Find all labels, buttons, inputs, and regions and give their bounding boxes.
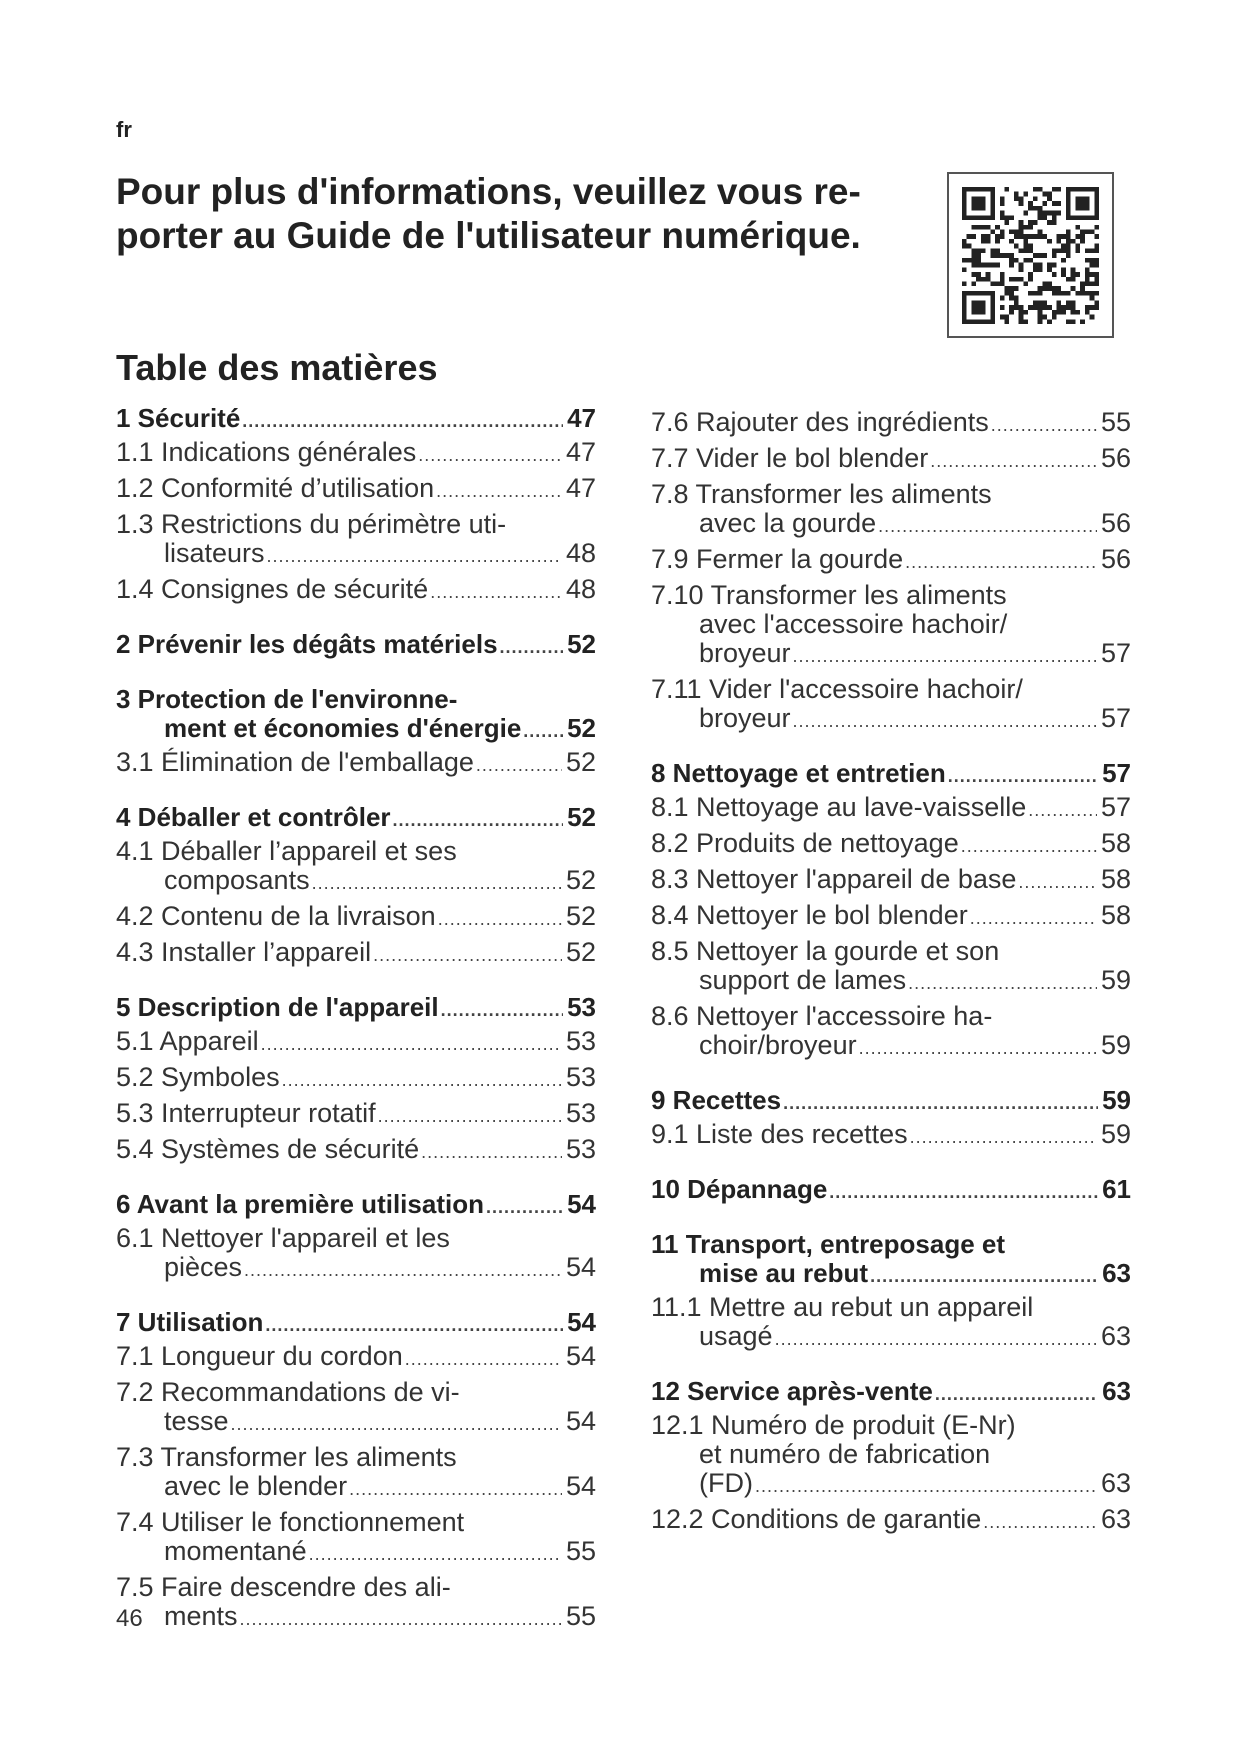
toc-entry-title: (FD): [699, 1468, 753, 1498]
toc-chapter-entry[interactable]: [651, 1230, 1131, 1291]
toc-dot-leader: [476, 751, 562, 780]
toc-section-entry[interactable]: [651, 901, 1131, 933]
toc-entry-line: [116, 404, 596, 436]
toc-entry-title: 1.3 Restrictions du périmètre uti-: [116, 509, 507, 539]
toc-dot-leader: [775, 1325, 1097, 1354]
toc-entry-line: [651, 545, 1131, 577]
toc-section-entry[interactable]: [116, 1342, 596, 1374]
toc-page-number: 47: [565, 473, 596, 503]
toc-entry-title: composants: [164, 865, 310, 895]
toc-dot-leader: [441, 996, 563, 1025]
toc-chapter-entry[interactable]: [116, 993, 596, 1025]
toc-page-number: 54: [565, 1471, 596, 1501]
toc-entry-line: [116, 1253, 596, 1285]
toc-dot-leader: [373, 941, 562, 970]
toc-page-number: 57: [1102, 758, 1131, 788]
toc-entry-title: usagé: [699, 1321, 773, 1351]
toc-entry-line: [116, 1063, 596, 1095]
toc-chapter-entry[interactable]: [116, 1190, 596, 1222]
toc-entry-line: [651, 1120, 1131, 1152]
toc-entry-line: [116, 1342, 596, 1374]
toc-entry-title: 8.1 Nettoyage au lave-vaisselle: [651, 792, 1027, 822]
toc-entry-line: [116, 902, 596, 934]
qr-code-modules: [962, 187, 1099, 324]
toc-section-entry[interactable]: [651, 545, 1131, 577]
toc-page-number: 63: [1100, 1468, 1131, 1498]
toc-entry-line: [651, 1175, 1131, 1207]
toc-section-entry[interactable]: [651, 1293, 1131, 1354]
toc-entry-title: 1.4 Consignes de sécurité: [116, 574, 429, 604]
toc-section-entry[interactable]: [116, 902, 596, 934]
toc-entry-line: [116, 1135, 596, 1167]
toc-entry-title: 4.1 Déballer l’appareil et ses: [116, 836, 457, 866]
toc-section-entry[interactable]: [651, 1505, 1131, 1537]
toc-section-entry[interactable]: [116, 1099, 596, 1131]
toc-chapter-entry[interactable]: [116, 803, 596, 835]
toc-entry-title: 3 Protection de l'environne-: [116, 684, 458, 714]
toc-section-entry[interactable]: [116, 1224, 596, 1285]
toc-dot-leader: [231, 1410, 562, 1439]
toc-section-entry[interactable]: [116, 1443, 596, 1504]
toc-entry-line: [116, 1378, 596, 1407]
toc-entry-title: tesse: [164, 1406, 229, 1436]
toc-entry-line: [116, 837, 596, 866]
toc-entry-title: 9 Recettes: [651, 1085, 782, 1115]
toc-entry-title: 12 Service après-vente: [651, 1376, 933, 1406]
toc-section-entry[interactable]: [651, 408, 1131, 440]
toc-section-entry[interactable]: [116, 575, 596, 607]
toc-section-entry[interactable]: [116, 1378, 596, 1439]
toc-page-number: 56: [1100, 544, 1131, 574]
toc-section-entry[interactable]: [651, 793, 1131, 825]
toc-dot-leader: [312, 869, 562, 898]
toc-entry-title: 7.4 Utiliser le fonctionnement: [116, 1507, 465, 1537]
toc-entry-title: 5 Description de l'appareil: [116, 992, 439, 1022]
toc-entry-title: 4 Déballer et contrôler: [116, 802, 391, 832]
toc-entry-line: [116, 993, 596, 1025]
toc-section-entry[interactable]: [651, 480, 1131, 541]
toc-section-entry[interactable]: [651, 865, 1131, 897]
toc-section-entry[interactable]: [651, 1002, 1131, 1063]
toc-entry-line: [651, 581, 1131, 610]
toc-entry-title: 7.11 Vider l'accessoire hachoir/: [651, 674, 1023, 704]
toc-entry-title: avec l'accessoire hachoir/: [699, 609, 1008, 639]
toc-chapter-entry[interactable]: [651, 1086, 1131, 1118]
toc-page-number: 59: [1102, 1085, 1131, 1115]
toc-section-entry[interactable]: [116, 438, 596, 470]
toc-chapter-entry[interactable]: [651, 1377, 1131, 1409]
toc-entry-line: [116, 803, 596, 835]
toc-page-number: 53: [565, 1134, 596, 1164]
toc-entry-line: [116, 1508, 596, 1537]
toc-dot-leader: [793, 707, 1097, 736]
toc-entry-title: 7.6 Rajouter des ingrédients: [651, 407, 989, 437]
toc-entry-line: [651, 704, 1131, 736]
toc-entry-title: 7.3 Transformer les aliments: [116, 1442, 457, 1472]
toc-dot-leader: [755, 1472, 1097, 1501]
toc-entry-title: 4.3 Installer l’appareil: [116, 937, 372, 967]
toc-dot-leader: [486, 1193, 563, 1222]
toc-entry-line: [651, 444, 1131, 476]
toc-chapter-entry[interactable]: [116, 630, 596, 662]
toc-dot-leader: [430, 578, 562, 607]
toc-entry-title: pièces: [164, 1252, 243, 1282]
toc-dot-leader: [991, 411, 1097, 440]
toc-dot-leader: [261, 1030, 562, 1059]
toc-entry-line: [651, 675, 1131, 704]
toc-dot-leader: [418, 441, 562, 470]
toc-entry-line: [651, 408, 1131, 440]
toc-entry-line: [116, 748, 596, 780]
toc-dot-leader: [829, 1178, 1098, 1207]
toc-entry-title: 5.1 Appareil: [116, 1026, 259, 1056]
toc-entry-title: avec la gourde: [699, 508, 877, 538]
toc-dot-leader: [961, 832, 1097, 861]
toc-entry-title: 6 Avant la première utilisation: [116, 1189, 484, 1219]
toc-section-entry[interactable]: [116, 1508, 596, 1569]
toc-chapter-entry[interactable]: [116, 404, 596, 436]
headline-line-1: Pour plus d'informations, veuillez vous re-: [116, 171, 861, 212]
toc-entry-line: [651, 639, 1131, 671]
toc-section-entry[interactable]: [116, 748, 596, 780]
toc-page-number: 52: [565, 865, 596, 895]
toc-entry-line: [651, 1259, 1131, 1291]
qr-code: [947, 172, 1114, 338]
toc-entry-line: [651, 1411, 1131, 1440]
toc-page-number: 58: [1100, 864, 1131, 894]
toc-dot-leader: [859, 1034, 1097, 1063]
toc-entry-title: 7.7 Vider le bol blender: [651, 443, 929, 473]
toc-dot-leader: [983, 1508, 1097, 1537]
toc-chapter-entry[interactable]: [651, 1175, 1131, 1207]
toc-page-number: 59: [1100, 1119, 1131, 1149]
toc-entry-line: [651, 829, 1131, 861]
toc-entry-line: [116, 1027, 596, 1059]
toc-page-number: 56: [1100, 508, 1131, 538]
toc-section-entry[interactable]: [116, 474, 596, 506]
toc-entry-line: [651, 1469, 1131, 1501]
digital-guide-headline: [116, 170, 916, 258]
toc-entry-title: 3.1 Élimination de l'emballage: [116, 747, 474, 777]
toc-entry-line: [651, 1002, 1131, 1031]
toc-dot-leader: [908, 969, 1097, 998]
toc-dot-leader: [438, 905, 562, 934]
toc-dot-leader: [244, 1256, 562, 1285]
toc-page-number: 52: [567, 802, 596, 832]
toc-page-number: 52: [567, 713, 596, 743]
toc-page-number: 52: [565, 901, 596, 931]
toc-page-number: 59: [1100, 1030, 1131, 1060]
toc-page-number: 54: [565, 1252, 596, 1282]
toc-entry-line: [651, 759, 1131, 791]
toc-entry-title: 6.1 Nettoyer l'appareil et les: [116, 1223, 450, 1253]
toc-entry-line: [116, 685, 596, 714]
toc-entry-title: 12.2 Conditions de garantie: [651, 1504, 982, 1534]
toc-chapter-entry[interactable]: [116, 685, 596, 746]
toc-dot-leader: [905, 548, 1097, 577]
toc-dot-leader: [930, 447, 1097, 476]
toc-page-number: 57: [1100, 792, 1131, 822]
toc-page-number: 59: [1100, 965, 1131, 995]
toc-dot-leader: [878, 512, 1097, 541]
toc-entry-title: mise au rebut: [699, 1258, 869, 1288]
toc-entry-line: [116, 1407, 596, 1439]
toc-page-number: 53: [567, 992, 596, 1022]
headline-line-2: porter au Guide de l'utilisateur numérique.: [116, 215, 861, 256]
toc-page-number: 58: [1100, 828, 1131, 858]
toc-entry-line: [116, 1537, 596, 1569]
toc-entry-line: [651, 1322, 1131, 1354]
toc-section-entry[interactable]: [651, 444, 1131, 476]
toc-entry-line: [651, 937, 1131, 966]
qr-code-icon: [962, 187, 1099, 324]
toc-entry-line: [651, 1086, 1131, 1118]
toc-dot-leader: [948, 762, 1098, 791]
toc-dot-leader: [1028, 796, 1097, 825]
toc-left-column: [116, 404, 596, 1634]
toc-entry-title: 8.6 Nettoyer l'accessoire ha-: [651, 1001, 993, 1031]
toc-entry-line: [651, 1293, 1131, 1322]
toc-section-entry[interactable]: [116, 1135, 596, 1167]
toc-entry-title: 11 Transport, entreposage et: [651, 1229, 1006, 1259]
toc-entry-line: [116, 866, 596, 898]
toc-entry-title: 11.1 Mettre au rebut un appareil: [651, 1292, 1034, 1322]
toc-entry-line: [116, 1099, 596, 1131]
toc-page-number: 63: [1100, 1504, 1131, 1534]
toc-page-number: 57: [1100, 638, 1131, 668]
toc-page-number: 58: [1100, 900, 1131, 930]
toc-dot-leader: [910, 1123, 1097, 1152]
toc-dot-leader: [436, 477, 562, 506]
toc-section-entry[interactable]: [651, 829, 1131, 861]
toc-page-number: 56: [1100, 443, 1131, 473]
toc-page-number: 54: [565, 1341, 596, 1371]
toc-entry-title: broyeur: [699, 703, 791, 733]
toc-entry-line: [116, 938, 596, 970]
toc-dot-leader: [378, 1102, 562, 1131]
toc-entry-title: 8.3 Nettoyer l'appareil de base: [651, 864, 1017, 894]
toc-section-entry[interactable]: [116, 1027, 596, 1059]
toc-entry-title: 1 Sécurité: [116, 403, 241, 433]
toc-entry-line: [651, 480, 1131, 509]
toc-entry-title: 8.5 Nettoyer la gourde et son: [651, 936, 1000, 966]
toc-page-number: 54: [565, 1406, 596, 1436]
toc-section-entry[interactable]: [651, 675, 1131, 736]
toc-dot-leader: [793, 642, 1097, 671]
toc-entry-line: [116, 474, 596, 506]
toc-entry-line: [116, 1573, 596, 1602]
toc-entry-title: 8.2 Produits de nettoyage: [651, 828, 959, 858]
toc-page-number: 55: [565, 1536, 596, 1566]
toc-page-number: 47: [567, 403, 596, 433]
toc-entry-title: 8 Nettoyage et entretien: [651, 758, 946, 788]
toc-entry-line: [116, 1308, 596, 1340]
toc-entry-title: 7.5 Faire descendre des ali-: [116, 1572, 451, 1602]
toc-entry-title: 1.1 Indications générales: [116, 437, 417, 467]
language-label: fr: [116, 117, 132, 142]
toc-entry-title: 10 Dépannage: [651, 1174, 828, 1204]
toc-page-number: 63: [1102, 1258, 1131, 1288]
toc-entry-line: [116, 510, 596, 539]
toc-entry-title: 5.4 Systèmes de sécurité: [116, 1134, 420, 1164]
toc-entry-line: [116, 539, 596, 571]
toc-right-column: [651, 404, 1131, 1537]
toc-entry-line: [651, 1031, 1131, 1063]
toc-entry-line: [651, 901, 1131, 933]
toc-entry-line: [651, 610, 1131, 639]
toc-section-entry[interactable]: [116, 1063, 596, 1095]
toc-dot-leader: [500, 633, 564, 662]
toc-dot-leader: [265, 1311, 563, 1340]
toc-dot-leader: [405, 1345, 562, 1374]
toc-entry-title: choir/broyeur: [699, 1030, 857, 1060]
toc-page-number: 61: [1102, 1174, 1131, 1204]
toc-entry-line: [651, 1377, 1131, 1409]
toc-dot-leader: [1018, 868, 1097, 897]
toc-dot-leader: [282, 1066, 562, 1095]
toc-entry-line: [116, 575, 596, 607]
toc-entry-line: [116, 438, 596, 470]
toc-section-entry[interactable]: [116, 837, 596, 898]
toc-dot-leader: [267, 542, 562, 571]
toc-section-entry[interactable]: [116, 510, 596, 571]
toc-page-number: 53: [565, 1098, 596, 1128]
toc-dot-leader: [240, 1605, 562, 1634]
toc-entry-line: [116, 714, 596, 746]
toc-entry-line: [116, 1472, 596, 1504]
toc-entry-line: [651, 1505, 1131, 1537]
toc-entry-line: [651, 865, 1131, 897]
toc-chapter-entry[interactable]: [116, 1308, 596, 1340]
toc-dot-leader: [393, 806, 564, 835]
toc-dot-leader: [309, 1540, 562, 1569]
toc-entry-title: avec le blender: [164, 1471, 348, 1501]
toc-page-number: 54: [567, 1189, 596, 1219]
toc-entry-title: 2 Prévenir les dégâts matériels: [116, 629, 498, 659]
toc-entry-title: 8.4 Nettoyer le bol blender: [651, 900, 968, 930]
toc-entry-line: [651, 1440, 1131, 1469]
toc-section-entry[interactable]: [651, 1120, 1131, 1152]
toc-section-entry[interactable]: [116, 1573, 596, 1634]
toc-section-entry[interactable]: [116, 938, 596, 970]
toc-entry-line: [651, 1230, 1131, 1259]
toc-entry-title: 7.2 Recommandations de vi-: [116, 1377, 460, 1407]
toc-entry-title: support de lames: [699, 965, 907, 995]
toc-section-entry[interactable]: [651, 581, 1131, 671]
toc-page-number: 48: [565, 574, 596, 604]
toc-page-number: 53: [565, 1026, 596, 1056]
toc-entry-line: [116, 1602, 596, 1634]
toc-dot-leader: [935, 1380, 1098, 1409]
toc-entry-title: 4.2 Contenu de la livraison: [116, 901, 436, 931]
toc-page-number: 54: [567, 1307, 596, 1337]
toc-dot-leader: [870, 1262, 1098, 1291]
toc-entry-title: 7.8 Transformer les aliments: [651, 479, 992, 509]
toc-dot-leader: [970, 904, 1097, 933]
toc-section-entry[interactable]: [651, 1411, 1131, 1501]
toc-entry-title: 7 Utilisation: [116, 1307, 264, 1337]
toc-dot-leader: [349, 1475, 562, 1504]
toc-entry-line: [651, 966, 1131, 998]
toc-dot-leader: [421, 1138, 562, 1167]
toc-page-number: 47: [565, 437, 596, 467]
toc-entry-line: [651, 793, 1131, 825]
toc-page-number: 52: [565, 937, 596, 967]
toc-entry-title: 7.10 Transformer les aliments: [651, 580, 1007, 610]
toc-page-number: 55: [565, 1601, 596, 1631]
toc-entry-line: [116, 1443, 596, 1472]
toc-page-number: 57: [1100, 703, 1131, 733]
toc-entry-line: [116, 630, 596, 662]
toc-page-number: 52: [567, 629, 596, 659]
toc-entry-title: 5.3 Interrupteur rotatif: [116, 1098, 376, 1128]
toc-entry-title: broyeur: [699, 638, 791, 668]
toc-entry-title: et numéro de fabrication: [699, 1439, 991, 1469]
toc-entry-title: 5.2 Symboles: [116, 1062, 280, 1092]
toc-entry-title: 1.2 Conformité d’utilisation: [116, 473, 435, 503]
toc-entry-title: 7.1 Longueur du cordon: [116, 1341, 403, 1371]
toc-entry-title: 7.9 Fermer la gourde: [651, 544, 904, 574]
toc-dot-leader: [783, 1089, 1098, 1118]
toc-dot-leader: [242, 407, 563, 436]
toc-entry-title: momentané: [164, 1536, 307, 1566]
toc-page-number: 53: [565, 1062, 596, 1092]
toc-entry-title: ments: [164, 1601, 238, 1631]
toc-entry-line: [116, 1224, 596, 1253]
toc-entry-line: [651, 509, 1131, 541]
toc-chapter-entry[interactable]: [651, 759, 1131, 791]
toc-entry-line: [116, 1190, 596, 1222]
toc-entry-title: 12.1 Numéro de produit (E-Nr): [651, 1410, 1016, 1440]
toc-page-number: 48: [565, 538, 596, 568]
toc-entry-title: ment et économies d'énergie: [164, 713, 522, 743]
toc-page-number: 63: [1102, 1376, 1131, 1406]
toc-entry-title: 9.1 Liste des recettes: [651, 1119, 908, 1149]
toc-title: Table des matières: [116, 347, 438, 388]
toc-entry-title: lisateurs: [164, 538, 265, 568]
toc-dot-leader: [523, 717, 563, 746]
toc-page-number: 63: [1100, 1321, 1131, 1351]
page-number: 46: [116, 1605, 143, 1632]
toc-section-entry[interactable]: [651, 937, 1131, 998]
toc-page-number: 52: [565, 747, 596, 777]
toc-page-number: 55: [1100, 407, 1131, 437]
